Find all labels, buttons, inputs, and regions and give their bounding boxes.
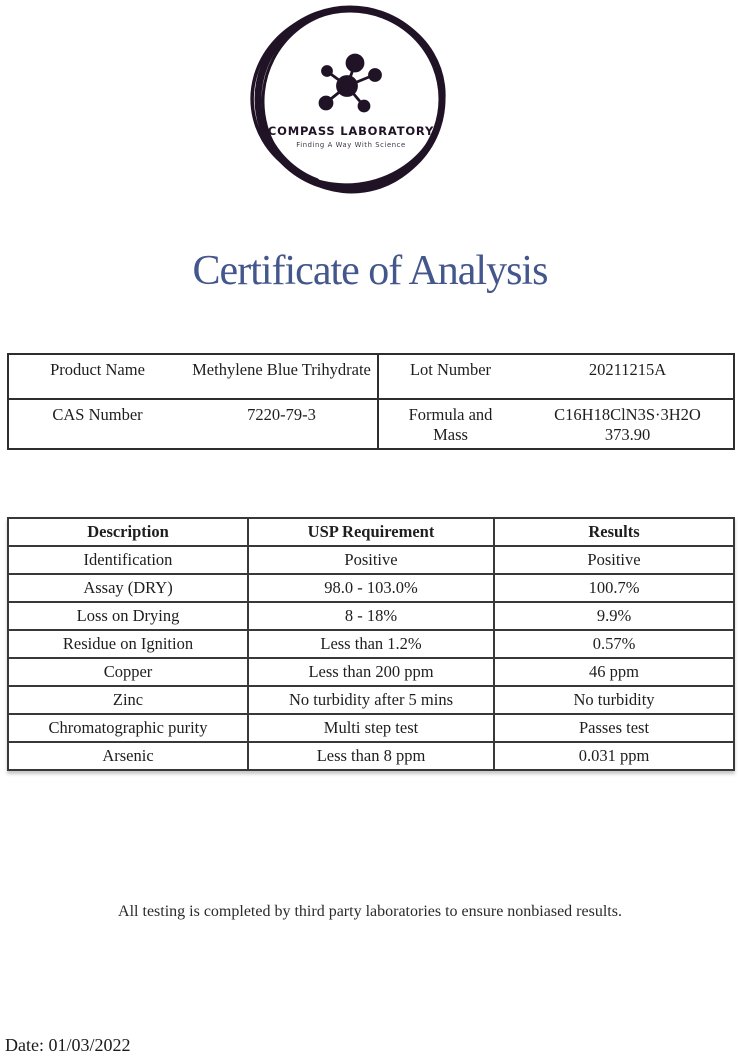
usp-row-arsenic xyxy=(8,742,734,770)
cell-description: Zinc xyxy=(8,686,248,714)
cell-description: Chromatographic purity xyxy=(8,714,248,742)
cell-result: 0.57% xyxy=(494,630,734,658)
usp-results-table xyxy=(7,517,735,771)
formula-value: C16H18ClN3S·3H2O xyxy=(554,405,701,424)
cell-description: Arsenic xyxy=(8,742,248,770)
logo-graphic xyxy=(246,2,456,196)
cell-result: 0.031 ppm xyxy=(494,742,734,770)
product-info-table xyxy=(7,353,735,450)
logo-tagline: Finding A Way With Science xyxy=(296,141,406,149)
info-row-product xyxy=(8,354,734,399)
usp-header-row xyxy=(8,518,734,546)
cell-result: 46 ppm xyxy=(494,658,734,686)
cell-requirement: Positive xyxy=(248,546,494,574)
cell-result: Positive xyxy=(494,546,734,574)
formula-mass-label: Formula and Mass xyxy=(408,405,493,444)
logo-company-name: COMPASS LABORATORY xyxy=(267,124,435,138)
lot-number-label: Lot Number xyxy=(378,354,522,399)
cas-number-label: CAS Number xyxy=(52,405,143,424)
cell-description: Loss on Drying xyxy=(8,602,248,630)
header-results: Results xyxy=(494,518,734,546)
date-value: 01/03/2022 xyxy=(48,1035,131,1055)
usp-row-loss-on-drying xyxy=(8,602,734,630)
cell-requirement: 98.0 - 103.0% xyxy=(248,574,494,602)
cell-requirement: Less than 8 ppm xyxy=(248,742,494,770)
lot-number-value: 20211215A xyxy=(522,354,734,399)
cell-requirement: No turbidity after 5 mins xyxy=(248,686,494,714)
usp-row-residue-on-ignition xyxy=(8,630,734,658)
cell-result: 100.7% xyxy=(494,574,734,602)
cell-description: Identification xyxy=(8,546,248,574)
product-name-value: Methylene Blue Trihydrate xyxy=(186,354,378,399)
cell-result: No turbidity xyxy=(494,686,734,714)
cell-requirement: 8 - 18% xyxy=(248,602,494,630)
cell-result: Passes test xyxy=(494,714,734,742)
header-usp-requirement: USP Requirement xyxy=(248,518,494,546)
brush-circle-icon xyxy=(246,2,454,196)
product-name-label: Product Name xyxy=(8,354,186,399)
usp-row-identification xyxy=(8,546,734,574)
cell-result: 9.9% xyxy=(494,602,734,630)
date-label: Date: xyxy=(5,1035,44,1055)
cell-requirement: Less than 1.2% xyxy=(248,630,494,658)
usp-row-chromatographic-purity xyxy=(8,714,734,742)
cell-requirement: Less than 200 ppm xyxy=(248,658,494,686)
usp-row-zinc xyxy=(8,686,734,714)
mass-value: 373.90 xyxy=(604,425,651,444)
cas-number-value: 7220-79-3 xyxy=(186,399,378,449)
cell-requirement: Multi step test xyxy=(248,714,494,742)
company-logo xyxy=(246,2,456,196)
date-line xyxy=(5,1035,131,1056)
cell-description: Copper xyxy=(8,658,248,686)
usp-row-assay xyxy=(8,574,734,602)
usp-row-copper xyxy=(8,658,734,686)
info-row-cas xyxy=(8,399,734,449)
certificate-title: Certificate of Analysis xyxy=(192,248,548,294)
formula-mass-value xyxy=(522,399,734,449)
cell-description: Residue on Ignition xyxy=(8,630,248,658)
footer-disclaimer: All testing is completed by third party laboratories to ensure nonbiased results. xyxy=(118,903,622,920)
molecule-icon xyxy=(320,55,381,111)
cell-description: Assay (DRY) xyxy=(8,574,248,602)
header-description: Description xyxy=(8,518,248,546)
